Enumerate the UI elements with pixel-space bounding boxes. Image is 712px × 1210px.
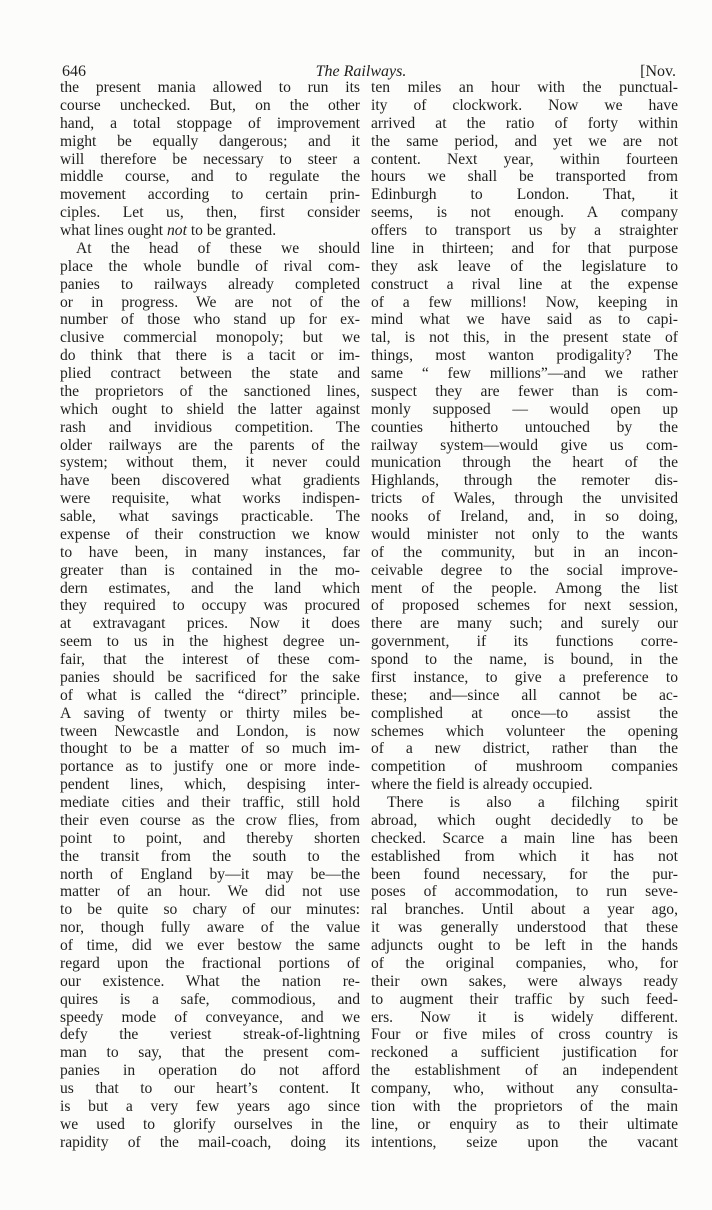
text-line: plied contract between the state and: [60, 365, 360, 382]
text-line: it was generally understood that these: [371, 919, 678, 937]
text-line: offers to transport us by a straighter: [371, 222, 678, 239]
text-line: tal, is not this, in the present state of: [371, 329, 678, 347]
text-line: or in progress. We are not of the: [60, 293, 360, 311]
text-line: the transit from the south to the: [60, 847, 360, 865]
text-line: expense of their construction we know: [60, 525, 360, 543]
left-column: [60, 79, 360, 1152]
text-line: dern estimates, and the land which: [60, 579, 360, 597]
text-line: at extravagant prices. Now it does: [60, 615, 360, 633]
text-line: of the original companies, who, for: [371, 954, 678, 972]
text-line: regard upon the fractional portions of: [60, 954, 360, 972]
text-line: place the whole bundle of rival com-: [60, 257, 360, 275]
text-line: panies should be sacrificed for the sake: [60, 668, 360, 686]
text-line: were requisite, what works indispen-: [60, 490, 360, 508]
text-line: established from which it has not: [371, 847, 678, 865]
right-column: [371, 79, 678, 1152]
text-line: construct a rival line at the expense: [371, 275, 678, 293]
text-line: to be quite so chary of our minutes:: [60, 901, 360, 919]
text-line: would minister not only to the wants: [371, 525, 678, 543]
text-line: number of those who stand up for ex-: [60, 311, 360, 329]
text-line: ceivable degree to the social improve-: [371, 561, 678, 579]
running-title: The Railways.: [315, 63, 407, 80]
text-line: Edinburgh to London. That, it: [371, 186, 678, 204]
text-line: where the field is already occupied.: [371, 776, 593, 794]
text-line: checked. Scarce a main line has been: [371, 829, 678, 847]
text-line: of time, did we ever bestow the same: [60, 937, 360, 954]
text-line: poses of accommodation, to run seve-: [371, 883, 678, 901]
text-line: seems, is not enough. A company: [371, 204, 678, 222]
text-line: middle course, and to regulate the: [60, 168, 360, 186]
text-line: speedy mode of conveyance, and we: [60, 1008, 360, 1026]
text-line: the proprietors of the sanctioned lines,: [60, 382, 360, 400]
text-line: fair, that the interest of these com-: [60, 651, 360, 668]
text-line: north of England by—it may be—the: [60, 865, 360, 883]
text-line: ers. Now it is widely different.: [371, 1008, 678, 1026]
text-line: thought to be a matter of so much im-: [60, 740, 360, 758]
text-line: tion with the proprietors of the main: [371, 1097, 678, 1115]
text-line: there are many such; and surely our: [371, 615, 678, 633]
text-line: have been discovered what gradients: [60, 472, 360, 490]
text-line: spond to the name, is bound, in the: [371, 651, 678, 668]
text-line: will therefore be necessary to steer a: [60, 150, 360, 168]
text-line: rash and invidious competition. The: [60, 418, 360, 436]
text-line: their own sakes, were always ready: [371, 972, 678, 990]
text-line: nor, though fully aware of the value: [60, 919, 360, 937]
text-line: mind what we have said as to capi-: [371, 311, 678, 329]
text-line: adjuncts ought to be left in the hands: [371, 937, 678, 954]
text-segment: what lines ought: [60, 222, 167, 239]
italic-text: not: [166, 222, 187, 239]
text-line: movement according to certain prin-: [60, 186, 360, 204]
text-line: Four or five miles of cross country is: [371, 1026, 678, 1044]
text-line: counties hitherto untouched by the: [371, 418, 678, 436]
text-line: of proposed schemes for next session,: [371, 597, 678, 615]
text-line: nooks of Ireland, and, in so doing,: [371, 508, 678, 525]
text-line: to augment their traffic by such feed-: [371, 990, 678, 1008]
text-line: line in thirteen; and for that purpose: [371, 239, 678, 257]
text-line: At the head of these we should: [76, 239, 360, 257]
text-line: hours we shall be transported from: [371, 168, 678, 186]
text-line: might be equally dangerous; and it: [60, 132, 360, 150]
text-line: their even course as the crow flies, from: [60, 811, 360, 829]
text-line: man to say, that the present com-: [60, 1044, 360, 1062]
page-number: 646: [62, 63, 86, 80]
text-line: pendent lines, which, despising inter-: [60, 776, 360, 794]
text-line: same “ few millions”—and we rather: [371, 365, 678, 382]
text-line: Highlands, through the remoter dis-: [371, 472, 678, 490]
text-line: us that to our heart’s content. It: [60, 1080, 360, 1097]
text-line: content. Next year, within fourteen: [371, 150, 678, 168]
text-line: railway system—would give us com-: [371, 436, 678, 454]
text-line: [60, 222, 360, 240]
text-line: we used to glorify ourselves in the: [60, 1115, 360, 1133]
text-line: the establishment of an independent: [371, 1062, 678, 1080]
text-line: quires is a safe, commodious, and: [60, 990, 360, 1008]
text-line: munication through the heart of the: [371, 454, 678, 472]
text-line: suspect they are fewer than is com-: [371, 382, 678, 400]
text-line: greater than is contained in the mo-: [60, 561, 360, 579]
text-line: government, if its functions corre-: [371, 633, 678, 651]
text-line: ral branches. Until about a year ago,: [371, 901, 678, 919]
text-line: complished at once—to assist the: [371, 704, 678, 722]
text-line: of the community, but in an incon-: [371, 543, 678, 561]
text-line: matter of an hour. We did not use: [60, 883, 360, 901]
text-line: panies to railways already completed: [60, 275, 360, 293]
text-line: panies in operation do not afford: [60, 1062, 360, 1080]
text-line: ten miles an hour with the punctual-: [371, 79, 678, 96]
text-line: rapidity of the mail-coach, doing its: [60, 1133, 360, 1151]
text-line: hand, a total stoppage of improvement: [60, 114, 360, 132]
text-line: of a new district, rather than the: [371, 740, 678, 758]
text-line: ment of the people. Among the list: [371, 579, 678, 597]
text-line: portance as to justify one or more inde-: [60, 758, 360, 776]
text-line: defy the veriest streak-of-lightning: [60, 1026, 360, 1044]
text-line: arrived at the ratio of forty within: [371, 114, 678, 132]
text-line: of a few millions! Now, keeping in: [371, 293, 678, 311]
text-line: A saving of twenty or thirty miles be-: [60, 704, 360, 722]
text-line: line, or enquiry as to their ultimate: [371, 1115, 678, 1133]
text-line: is but a very few years ago since: [60, 1097, 360, 1115]
text-line: of what is called the “direct” principle.: [60, 686, 360, 704]
running-month: [Nov.: [640, 63, 676, 80]
text-line: course unchecked. But, on the other: [60, 96, 360, 114]
text-line: There is also a filching spirit: [387, 794, 678, 811]
text-line: to have been, in many instances, far: [60, 543, 360, 561]
text-line: the same period, and yet we are not: [371, 132, 678, 150]
text-line: sable, what savings practicable. The: [60, 508, 360, 525]
text-line: ity of clockwork. Now we have: [371, 96, 678, 114]
text-line: reckoned a sufficient justification for: [371, 1044, 678, 1062]
text-line: seem to us in the highest degree un-: [60, 633, 360, 651]
text-line: they required to occupy was procured: [60, 597, 360, 615]
text-line: intentions, seize upon the vacant: [371, 1133, 678, 1151]
text-line: competition of mushroom companies: [371, 758, 678, 776]
text-line: clusive commercial monopoly; but we: [60, 329, 360, 347]
text-line: mediate cities and their traffic, still hold: [60, 794, 360, 811]
text-line: first instance, to give a preference to: [371, 668, 678, 686]
text-line: do think that there is a tacit or im-: [60, 347, 360, 365]
text-line: tween Newcastle and London, is now: [60, 722, 360, 740]
text-line: older railways are the parents of the: [60, 436, 360, 454]
text-line: which ought to shield the latter against: [60, 400, 360, 418]
text-line: system; without them, it never could: [60, 454, 360, 472]
text-line: tricts of Wales, through the unvisited: [371, 490, 678, 508]
text-line: abroad, which ought decidedly to be: [371, 811, 678, 829]
text-line: schemes which volunteer the opening: [371, 722, 678, 740]
text-line: company, who, without any consulta-: [371, 1080, 678, 1097]
text-line: been found necessary, for the pur-: [371, 865, 678, 883]
text-line: our existence. What the nation re-: [60, 972, 360, 990]
text-line: the present mania allowed to run its: [60, 79, 360, 96]
text-line: these; and—since all cannot be ac-: [371, 686, 678, 704]
text-line: ciples. Let us, then, first consider: [60, 204, 360, 222]
text-segment: to be granted.: [186, 222, 277, 239]
text-line: things, most wanton prodigality? The: [371, 347, 678, 365]
text-line: monly supposed — would open up: [371, 400, 678, 418]
text-line: they ask leave of the legislature to: [371, 257, 678, 275]
text-line: point to point, and thereby shorten: [60, 829, 360, 847]
